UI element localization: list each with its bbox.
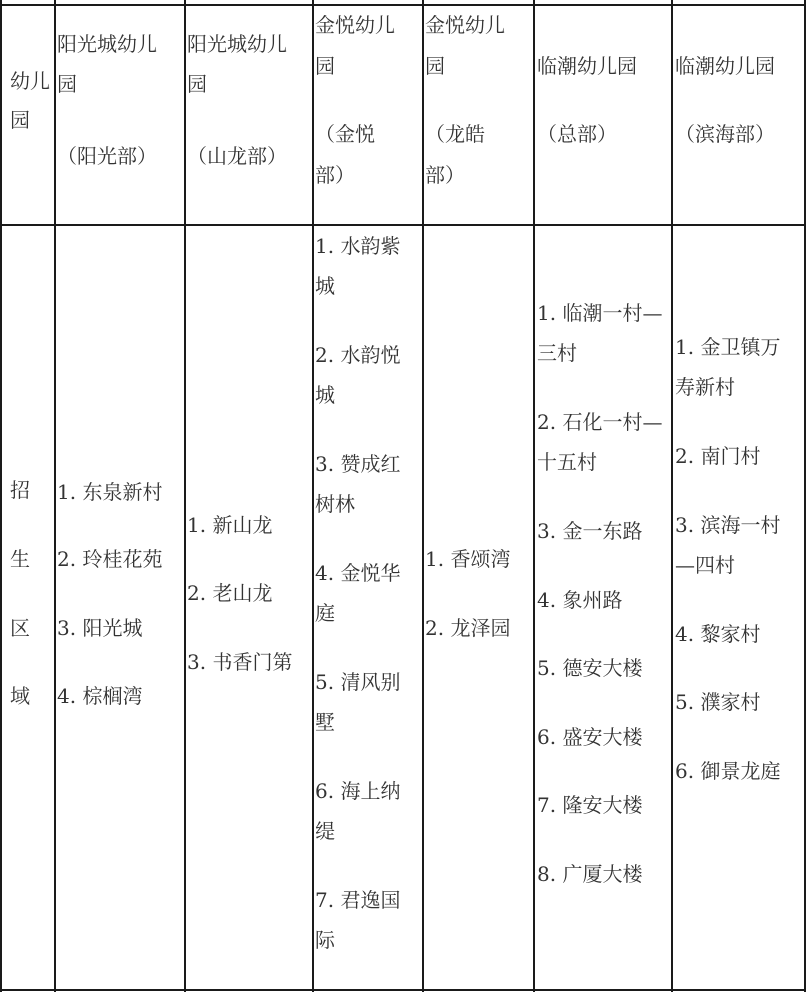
area-item: 树林 (315, 492, 355, 516)
kindergarten-branch: 部） (315, 163, 355, 187)
kindergarten-branch: （阳光部） (57, 144, 157, 168)
header-divider (0, 224, 806, 226)
area-item: 5. 濮家村 (675, 690, 761, 714)
area-item: 6. 御景龙庭 (675, 759, 781, 783)
region-label: 域 (10, 684, 30, 708)
kindergarten-name: 临潮幼儿园 (537, 54, 637, 78)
kindergarten-name: 金悦幼儿 (425, 13, 505, 37)
col-divider (422, 0, 424, 992)
col-divider (312, 0, 314, 992)
kindergarten-branch: （山龙部） (187, 144, 287, 168)
kindergarten-branch: 部） (425, 163, 465, 187)
kindergarten-name: 阳光城幼儿 (187, 32, 287, 56)
kindergarten-name: 园 (315, 54, 335, 78)
kindergarten-name: 园 (57, 72, 77, 96)
area-item: 3. 书香门第 (187, 650, 293, 674)
region-label: 区 (10, 616, 30, 640)
area-item: 城 (315, 274, 335, 298)
area-item: 1. 新山龙 (187, 513, 273, 537)
area-item: —四村 (675, 553, 735, 577)
area-item: 4. 象州路 (537, 588, 623, 612)
area-item: 2. 南门村 (675, 444, 761, 468)
area-item: 2. 老山龙 (187, 581, 273, 605)
col-divider (54, 0, 56, 992)
area-item: 6. 海上纳 (315, 779, 401, 803)
kindergarten-branch: （龙皓 (425, 122, 485, 146)
corner-label: 园 (10, 108, 30, 132)
area-item: 7. 君逸国 (315, 888, 401, 912)
col-divider (671, 0, 673, 992)
area-item: 寿新村 (675, 375, 735, 399)
area-item: 2. 水韵悦 (315, 343, 401, 367)
kindergarten-name: 园 (187, 72, 207, 96)
area-item: 三村 (537, 341, 577, 365)
area-item: 3. 滨海一村 (675, 513, 781, 537)
kindergarten-name: 园 (425, 54, 445, 78)
area-item: 1. 金卫镇万 (675, 335, 781, 359)
table-border-top (0, 4, 806, 6)
area-item: 2. 石化一村— (537, 410, 663, 434)
area-item: 际 (315, 928, 335, 952)
area-item: 1. 水韵紫 (315, 234, 401, 258)
area-item: 缇 (315, 819, 335, 843)
col-divider (184, 0, 186, 992)
area-item: 5. 清风别 (315, 670, 401, 694)
area-item: 2. 龙泽园 (425, 616, 511, 640)
region-label: 招 (10, 478, 30, 502)
table-border-bottom (0, 989, 806, 991)
region-label: 生 (10, 547, 30, 571)
kindergarten-name: 临潮幼儿园 (675, 54, 775, 78)
area-item: 8. 广厦大楼 (537, 862, 643, 886)
area-item: 1. 香颂湾 (425, 547, 511, 571)
area-item: 7. 隆安大楼 (537, 793, 643, 817)
area-item: 3. 阳光城 (57, 616, 143, 640)
area-item: 4. 金悦华 (315, 561, 401, 585)
col-divider (533, 0, 535, 992)
col-divider (0, 0, 2, 992)
area-item: 十五村 (537, 450, 597, 474)
area-item: 1. 东泉新村 (57, 480, 163, 504)
area-item: 3. 赞成红 (315, 452, 401, 476)
corner-label: 幼儿 (10, 69, 50, 93)
area-item: 3. 金一东路 (537, 519, 643, 543)
area-item: 庭 (315, 601, 335, 625)
col-divider (804, 0, 806, 992)
kindergarten-name: 金悦幼儿 (315, 13, 395, 37)
area-item: 5. 德安大楼 (537, 656, 643, 680)
area-item: 4. 黎家村 (675, 622, 761, 646)
kindergarten-branch: （总部） (537, 122, 617, 146)
area-item: 城 (315, 383, 335, 407)
area-item: 4. 棕榈湾 (57, 684, 143, 708)
area-item: 6. 盛安大楼 (537, 725, 643, 749)
kindergarten-name: 阳光城幼儿 (57, 32, 157, 56)
kindergarten-branch: （金悦 (315, 122, 375, 146)
kindergarten-branch: （滨海部） (675, 122, 775, 146)
area-item: 2. 玲桂花苑 (57, 547, 163, 571)
area-item: 1. 临潮一村— (537, 301, 663, 325)
area-item: 墅 (315, 710, 335, 734)
